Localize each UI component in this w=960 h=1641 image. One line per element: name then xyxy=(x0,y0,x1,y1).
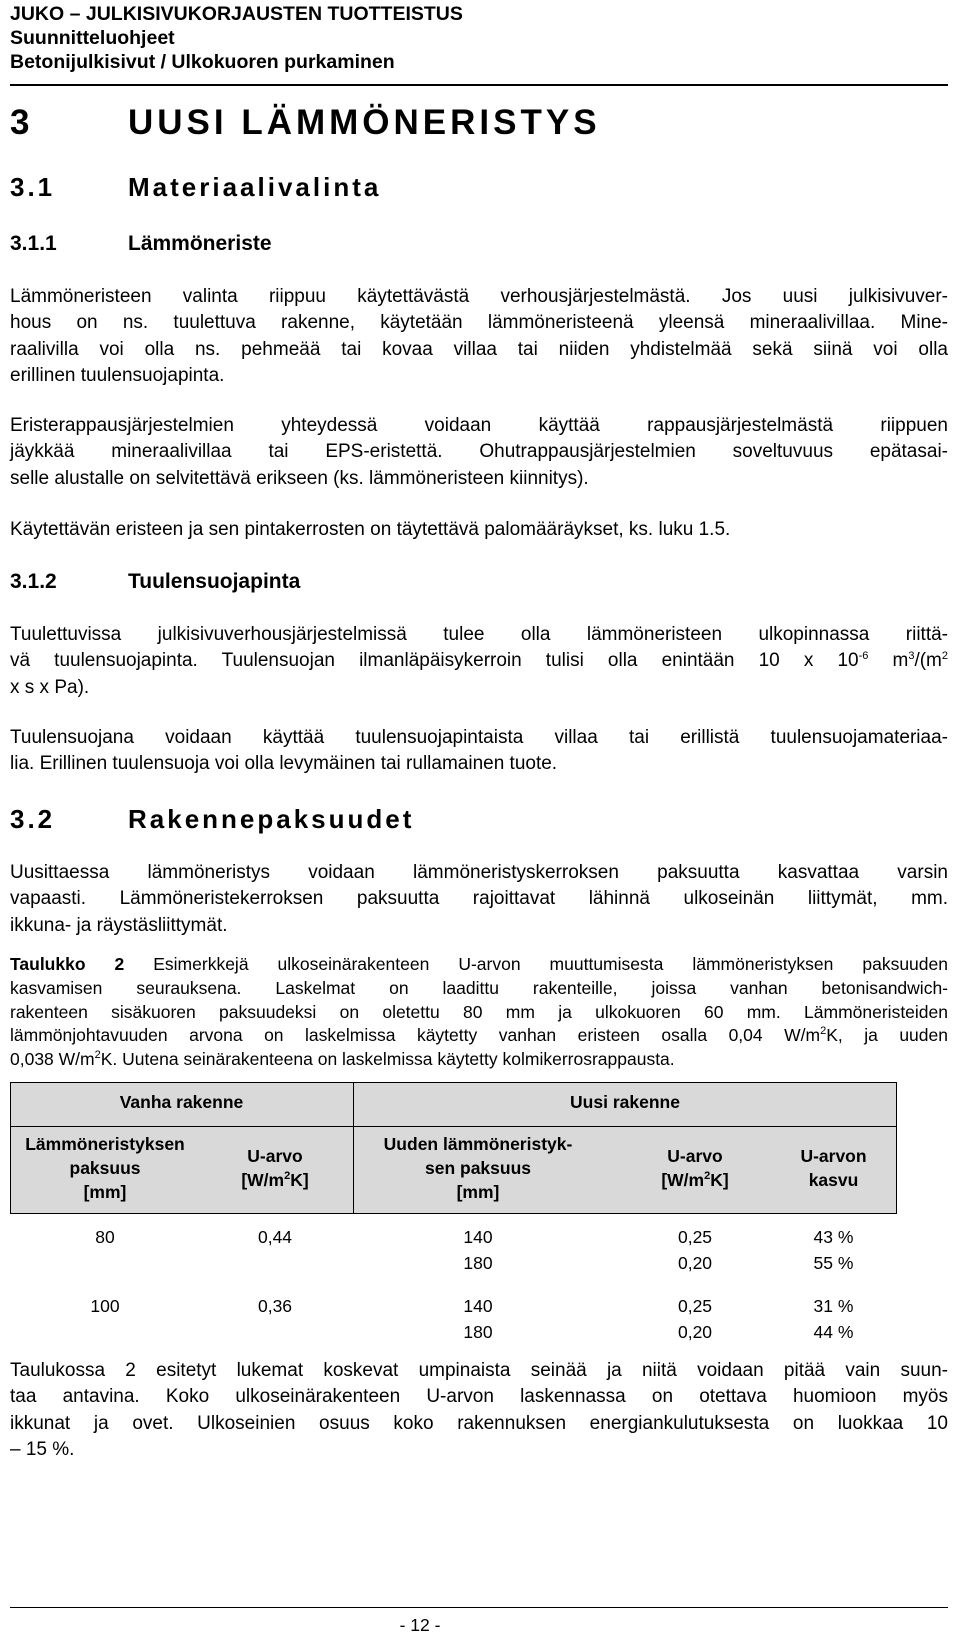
section-number: 3.1 xyxy=(10,172,56,202)
table-cell: 180 xyxy=(463,1322,493,1342)
header-line: Uuden lämmöneristyk- xyxy=(383,1134,573,1154)
superscript: 2 xyxy=(284,1170,291,1182)
text-line xyxy=(10,648,948,674)
table-group-header-old: Vanha rakenne xyxy=(119,1092,244,1112)
paragraph-wind-barrier-materials xyxy=(10,725,948,778)
table-cell: 80 xyxy=(95,1227,115,1247)
table-col-header-old-u xyxy=(200,1144,350,1192)
text-line: Lämmöneristeen valinta riippuu käytettävästä verhousjärjestelmästä. Jos uusi julkisivuver- xyxy=(10,286,948,307)
page-number: - 12 - xyxy=(399,1615,441,1635)
paragraph-wind-barrier xyxy=(10,622,948,701)
table-cell: 0,25 xyxy=(677,1227,713,1247)
text-line: selle alustalle on selvitettävä erikseen (ks. lämmöneristeen kiinnitys). xyxy=(10,467,589,489)
header-line: Lämmöneristyksen xyxy=(25,1134,185,1154)
table-cell: 44 % xyxy=(813,1322,854,1342)
text-line: ikkunat ja ovet. Ulkoseinien osuus koko rakennuksen energiankulutuksesta on luokkaa 10 xyxy=(10,1412,948,1434)
superscript: 3 xyxy=(908,650,915,663)
text-line xyxy=(10,953,948,977)
paragraph-table-notes xyxy=(10,1358,948,1463)
table-cell: 140 xyxy=(463,1296,493,1316)
section-title: Materiaalivalinta xyxy=(128,172,382,202)
text-line: vapaasti. Lämmöneristekerroksen paksuutta rajoittavat lähinnä ulkoseinän liittymät, mm. xyxy=(10,888,948,910)
table-cell: 140 xyxy=(463,1227,493,1247)
header-divider xyxy=(10,84,948,86)
text-run: K] xyxy=(710,1170,729,1190)
header-line xyxy=(620,1168,770,1192)
subsection-title: Tuulensuojapinta xyxy=(128,570,301,593)
text-run: Esimerkkejä ulkoseinärakenteen U-arvon muuttumisesta lämmöneristyksen paksuuden xyxy=(124,954,948,974)
subsection-title: Lämmöneriste xyxy=(128,232,272,255)
superscript: 2 xyxy=(704,1170,711,1182)
table-group-header-new: Uusi rakenne xyxy=(570,1092,680,1112)
text-line: erillinen tuulensuojapinta. xyxy=(10,364,225,386)
table-cell: 55 % xyxy=(813,1253,854,1273)
text-line xyxy=(10,1024,948,1048)
header-project-title: JUKO – JULKISIVUKORJAUSTEN TUOTTEISTUS xyxy=(10,3,463,25)
text-line: Eristerappausjärjestelmien yhteydessä voidaan käyttää rappausjärjestelmästä riippuen xyxy=(10,415,948,436)
text-line: Uusittaessa lämmöneristys voidaan lämmöneristyskerroksen paksuutta kasvattaa varsin xyxy=(10,862,948,883)
text-line: Tuulensuojana voidaan käyttää tuulensuojapintaista villaa tai erillistä tuulensuojamateriaa- xyxy=(10,727,948,748)
superscript: 2 xyxy=(94,1049,101,1062)
header-line: U-arvo xyxy=(667,1146,723,1166)
section-number: 3.2 xyxy=(10,804,56,834)
footer-divider xyxy=(10,1607,948,1608)
table-col-header-old-thickness xyxy=(10,1132,200,1204)
text-line: – 15 %. xyxy=(10,1438,75,1460)
text-line: hous on ns. tuulettuva rakenne, käytetään lämmöneristeenä yleensä mineraalivillaa. Mine- xyxy=(10,312,948,334)
u-value-table xyxy=(10,1082,897,1342)
text-line: Tuulettuvissa julkisivuverhousjärjestelmissä tulee olla lämmöneristeen ulkopinnassa riittä- xyxy=(10,624,948,645)
paragraph-insulation-choice xyxy=(10,284,948,389)
superscript: -6 xyxy=(858,650,869,663)
text-run: [W/m xyxy=(241,1170,285,1190)
paragraph-fire-regulations xyxy=(10,517,948,543)
text-run: lämmönjohtavuuden arvona on laskelmissa käytetty vanhan eristeen osalla 0,04 W/m xyxy=(10,1025,821,1046)
table-col-header-new-u xyxy=(620,1144,770,1192)
table-cell: 100 xyxy=(90,1296,120,1316)
table-rule xyxy=(10,1082,897,1083)
table-col-header-new-thickness xyxy=(353,1132,603,1204)
text-line: Taulukossa 2 esitetyt lukemat koskevat umpinaista seinää ja niitä voidaan pitää vain suun- xyxy=(10,1360,948,1381)
text-line: Käytettävän eristeen ja sen pintakerrosten on täytettävä palomääräykset, ks. luku 1.5. xyxy=(10,519,731,540)
superscript: 2 xyxy=(941,650,948,663)
text-run: K] xyxy=(290,1170,309,1190)
caption-label: Taulukko 2 xyxy=(10,954,125,974)
table-cell: 180 xyxy=(463,1253,493,1273)
header-section: Betonijulkisivut / Ulkokuoren purkaminen xyxy=(10,51,395,73)
text-run: 0,038 W/m xyxy=(10,1049,95,1070)
header-line xyxy=(200,1168,350,1192)
table-rule xyxy=(10,1126,897,1127)
header-line: [mm] xyxy=(83,1182,127,1202)
text-run: vä tuulensuojapinta. Tuulensuojan ilmanläpäisykerroin tulisi olla enintään 10 x 10 xyxy=(10,650,859,672)
text-line: rakenteen sisäkuoren paksuudeksi on oletettu 80 mm ja ulkokuoren 60 mm. Lämmöneristeiden xyxy=(10,1001,948,1022)
header-line: U-arvo xyxy=(247,1146,303,1166)
text-line xyxy=(10,1048,948,1072)
text-line: kasvamisen seurauksena. Laskelmat on laadittu rakenteille, joissa vanhan betonisandwich- xyxy=(10,977,948,998)
table-cell: 0,36 xyxy=(257,1296,293,1316)
header-line: [mm] xyxy=(456,1182,500,1202)
text-run: K, ja uuden xyxy=(826,1025,948,1046)
paragraph-thicknesses xyxy=(10,860,948,939)
header-line: U-arvon xyxy=(800,1146,867,1166)
subsection-number: 3.1.2 xyxy=(10,570,57,593)
table-cell: 0,20 xyxy=(677,1253,713,1273)
text-line: ikkuna- ja räystäsliittymät. xyxy=(10,914,228,936)
text-run: m xyxy=(868,650,909,672)
header-line: sen paksuus xyxy=(424,1158,532,1178)
header-subtitle: Suunnitteluohjeet xyxy=(10,27,175,49)
section-heading-3-2 xyxy=(10,804,414,835)
text-line: taa antavina. Koko ulkoseinärakenteen U-arvon laskennassa on otettava huomioon myös xyxy=(10,1386,948,1408)
table-caption xyxy=(10,953,948,1072)
subsection-number: 3.1.1 xyxy=(10,232,57,255)
header-line: kasvu xyxy=(808,1170,859,1190)
text-run: [W/m xyxy=(661,1170,705,1190)
table-cell: 0,20 xyxy=(677,1322,713,1342)
chapter-heading xyxy=(10,103,601,143)
text-line: x s x Pa). xyxy=(10,676,90,698)
paragraph-render-systems xyxy=(10,413,948,492)
text-line: jäykkää mineraalivillaa tai EPS-eristettä. Ohutrappausjärjestelmien soveltuvuus epätasai- xyxy=(10,441,948,463)
table-col-header-increase xyxy=(770,1144,897,1192)
table-cell: 0,25 xyxy=(677,1296,713,1316)
text-line: raalivilla voi olla ns. pehmeää tai kovaa villaa tai niiden yhdistelmää sekä siinä voi olla xyxy=(10,338,948,360)
table-cell: 31 % xyxy=(813,1296,854,1316)
header-line: paksuus xyxy=(69,1158,141,1178)
text-line: lia. Erillinen tuulensuoja voi olla levymäinen tai rullamainen tuote. xyxy=(10,753,558,775)
text-run: /(m xyxy=(914,650,942,672)
subsection-heading-3-1-1 xyxy=(10,232,272,256)
superscript: 2 xyxy=(820,1025,827,1038)
section-heading-3-1 xyxy=(10,172,381,203)
table-cell: 0,44 xyxy=(257,1227,293,1247)
table-rule xyxy=(10,1213,897,1214)
chapter-number: 3 xyxy=(10,103,30,142)
text-run: K. Uutena seinärakenteena on laskelmissa käytetty kolmikerrosrappausta. xyxy=(100,1049,675,1070)
chapter-title: UUSI LÄMMÖNERISTYS xyxy=(128,103,601,142)
subsection-heading-3-1-2 xyxy=(10,570,300,594)
section-title: Rakennepaksuudet xyxy=(128,804,415,834)
table-cell: 43 % xyxy=(813,1227,854,1247)
